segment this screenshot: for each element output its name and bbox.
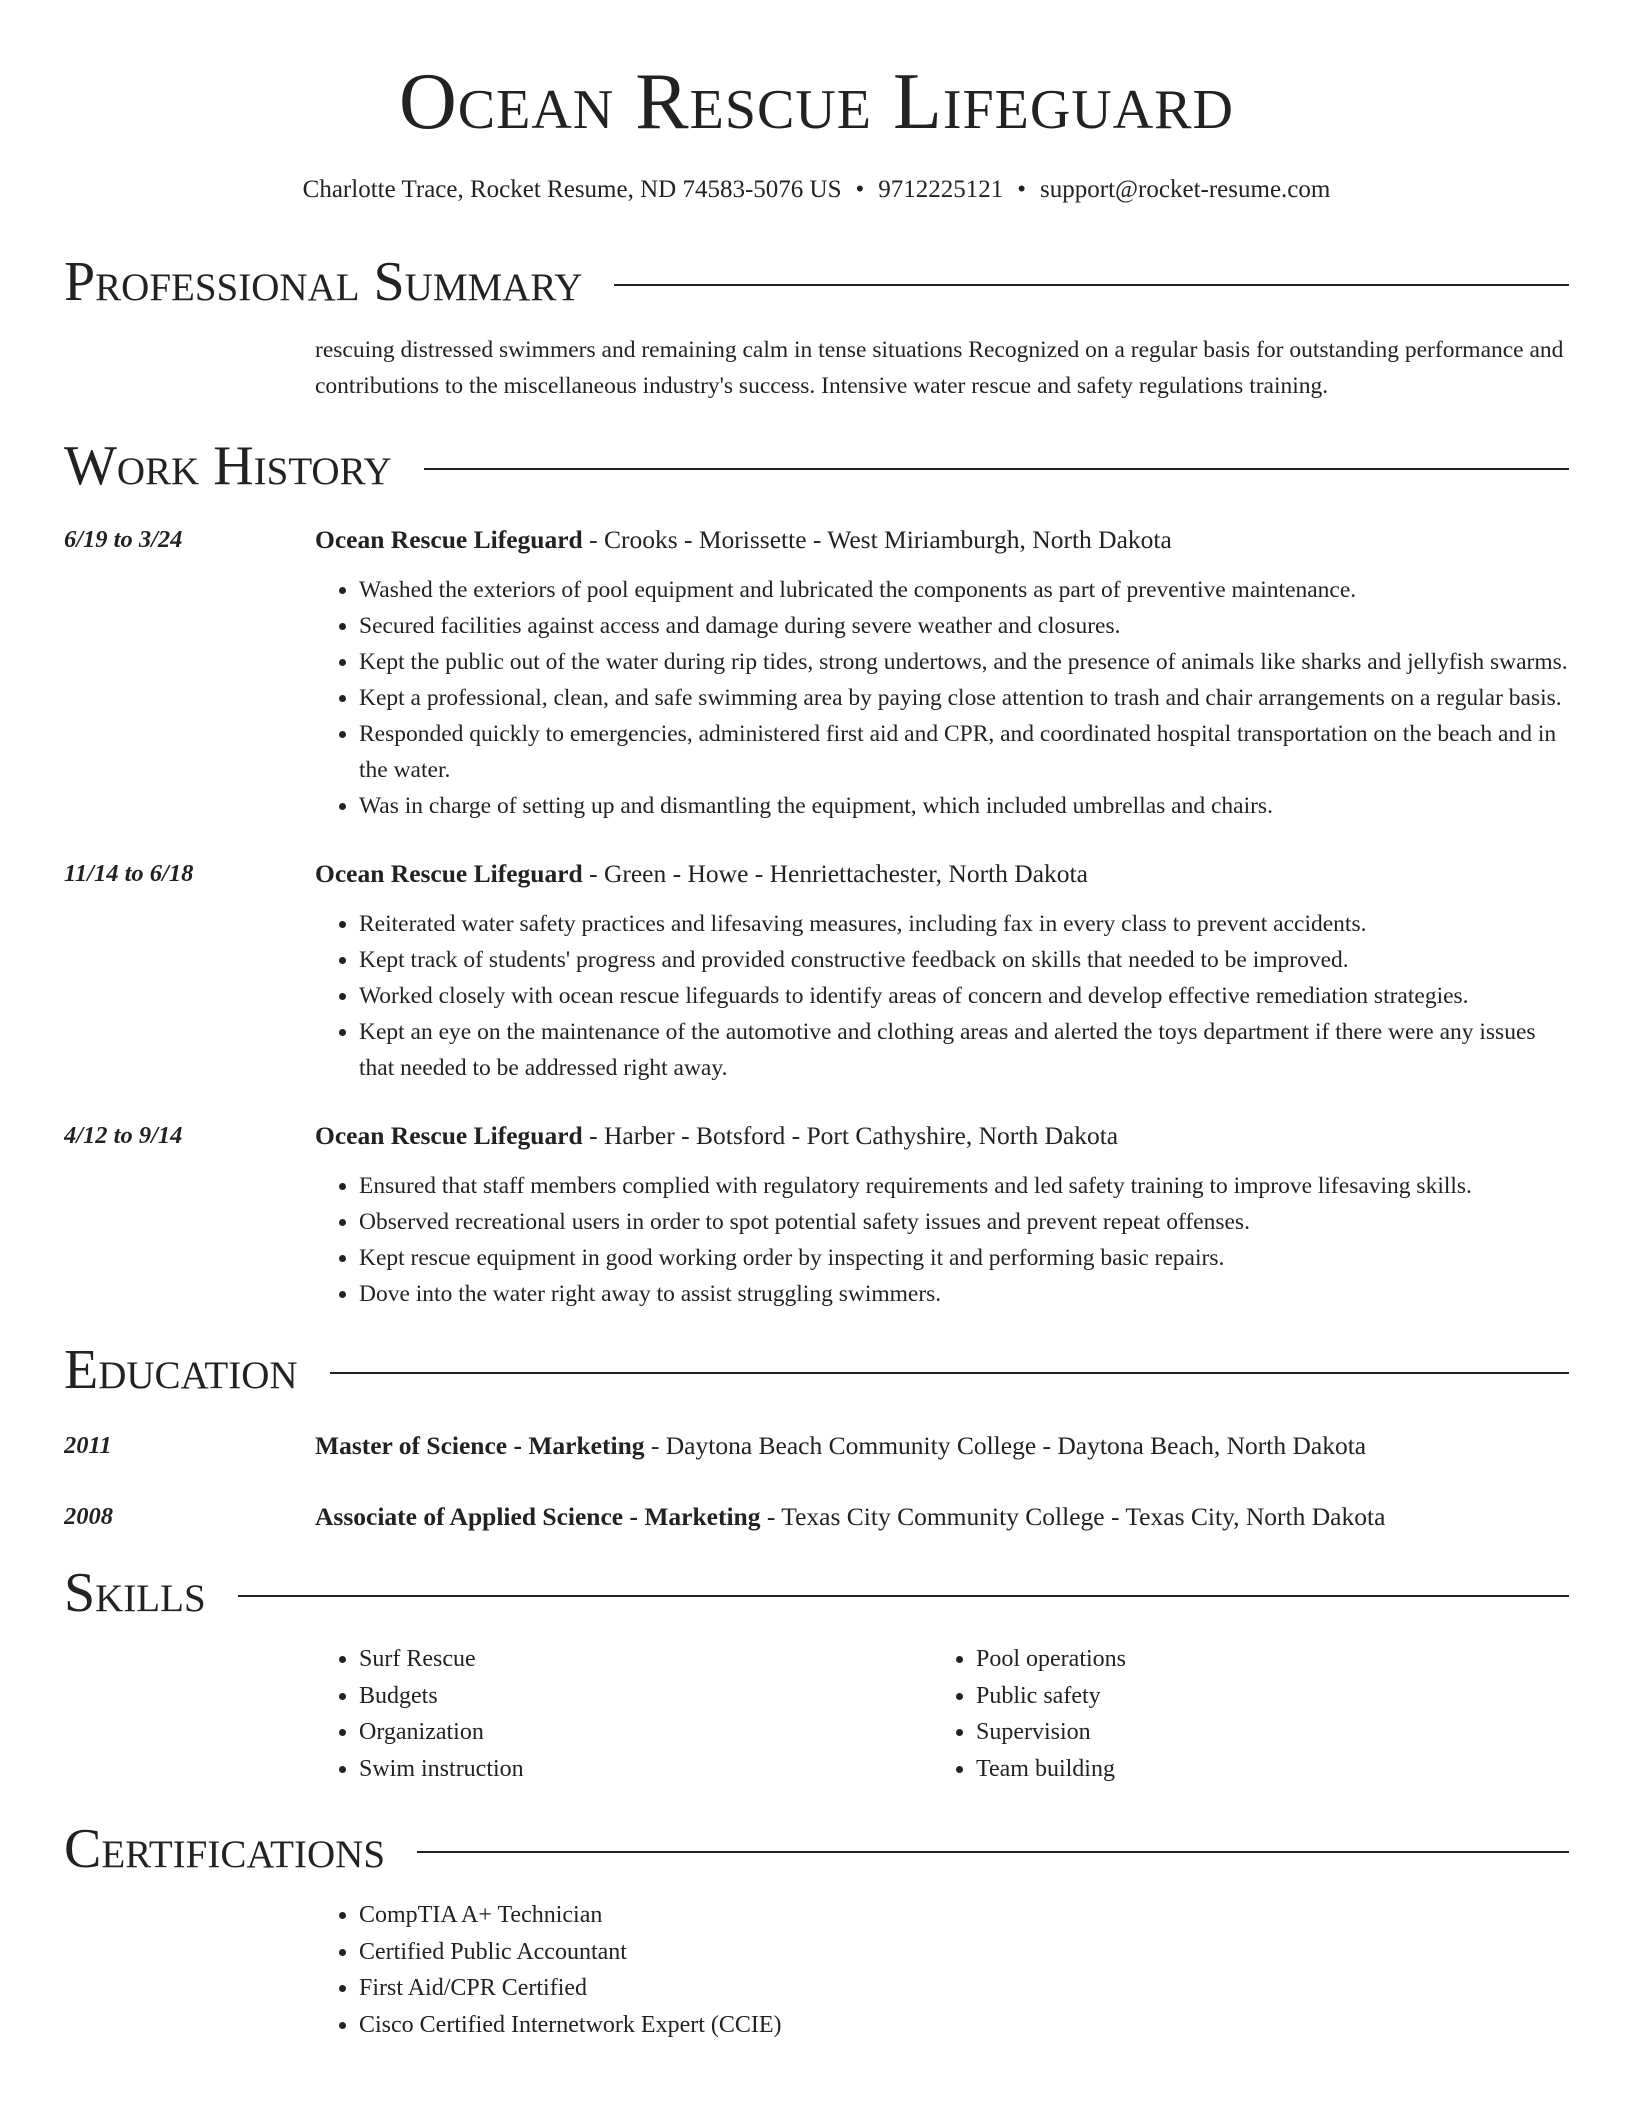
section-header-work xyxy=(64,435,1569,497)
education-degree: Associate of Applied Science - Marketing xyxy=(315,1502,761,1531)
skills-grid xyxy=(315,1641,1569,1787)
resume-page xyxy=(64,0,1569,2112)
section-header-certifications xyxy=(64,1818,1569,1880)
job-entry xyxy=(64,522,1569,824)
section-title-skills: Skills xyxy=(64,1562,206,1624)
certifications-list xyxy=(64,1897,1569,2043)
list-item: • Kept track of students' progress and provided constructive feedback on skills that needed to be improved. xyxy=(359,942,1569,978)
list-item: • Worked closely with ocean rescue lifeguards to identify areas of concern and develop effective remediation strategies. xyxy=(359,978,1569,1014)
job-title-line xyxy=(315,1118,1569,1154)
job-bullets xyxy=(315,906,1569,1086)
contact-phone: 9712225121 xyxy=(878,176,1004,203)
education-line xyxy=(315,1428,1569,1464)
job-bullets xyxy=(315,1168,1569,1312)
education-entry xyxy=(64,1499,1569,1535)
list-item: • Was in charge of setting up and dismantling the equipment, which included umbrellas and chairs. xyxy=(359,788,1569,824)
section-divider xyxy=(424,468,1569,470)
contact-address: Charlotte Trace, Rocket Resume, ND 74583-5076 US xyxy=(302,176,842,203)
education-year: 2008 xyxy=(64,1503,113,1530)
job-dates: 11/14 to 6/18 xyxy=(64,860,194,887)
list-item: • Kept a professional, clean, and safe swimming area by paying close attention to trash and chair arrangements on a regular basis. xyxy=(359,680,1569,716)
education-body xyxy=(315,1499,1569,1535)
list-item: • Certified Public Accountant xyxy=(359,1934,1569,1971)
job-entry xyxy=(64,1118,1569,1312)
list-item: • Observed recreational users in order to spot potential safety issues and prevent repeat offenses. xyxy=(359,1204,1569,1240)
job-title: Ocean Rescue Lifeguard xyxy=(315,525,583,554)
contact-email: support@rocket-resume.com xyxy=(1040,176,1331,203)
job-employer: - Green - Howe - Henriettachester, North Dakota xyxy=(582,859,1088,888)
list-item: • First Aid/CPR Certified xyxy=(359,1970,1569,2007)
job-dates: 4/12 to 9/14 xyxy=(64,1122,183,1149)
section-title-summary: Professional Summary xyxy=(64,251,583,313)
resume-name: Ocean Rescue Lifeguard xyxy=(399,58,1234,146)
list-item: • Responded quickly to emergencies, administered first aid and CPR, and coordinated hospital transportation on the beach and in the water. xyxy=(359,716,1569,788)
list-item: • Washed the exteriors of pool equipment and lubricated the components as part of preventive maintenance. xyxy=(359,572,1569,608)
job-body xyxy=(315,856,1569,1086)
job-title-line xyxy=(315,856,1569,892)
list-item: • Organization xyxy=(359,1714,932,1751)
education-body xyxy=(315,1428,1569,1464)
list-item: • Public safety xyxy=(976,1678,1549,1715)
list-item: • Swim instruction xyxy=(359,1751,932,1788)
section-title-education: Education xyxy=(64,1339,298,1401)
job-bullets xyxy=(315,572,1569,824)
job-body xyxy=(315,1118,1569,1312)
contact-line xyxy=(64,176,1569,204)
section-header-skills xyxy=(64,1562,1569,1624)
section-header-education xyxy=(64,1339,1569,1401)
list-item: • Kept the public out of the water during rip tides, strong undertows, and the presence of animals like sharks and jellyfish swarms. xyxy=(359,644,1569,680)
section-header-summary xyxy=(64,251,1569,313)
contact-separator: • xyxy=(1017,176,1027,203)
list-item: • Kept an eye on the maintenance of the automotive and clothing areas and alerted the toys department if there were any issues that needed to be addressed right away. xyxy=(359,1014,1569,1086)
list-item: • Pool operations xyxy=(976,1641,1549,1678)
education-school: - Texas City Community College - Texas City, North Dakota xyxy=(760,1502,1386,1531)
job-employer: - Crooks - Morissette - West Miriamburgh, North Dakota xyxy=(582,525,1172,554)
section-title-certifications: Certifications xyxy=(64,1818,386,1880)
job-entry xyxy=(64,856,1569,1086)
section-divider xyxy=(330,1372,1569,1374)
section-title-work: Work History xyxy=(64,435,392,497)
education-school: - Daytona Beach Community College - Daytona Beach, North Dakota xyxy=(644,1431,1367,1460)
job-employer: - Harber - Botsford - Port Cathyshire, North Dakota xyxy=(582,1121,1119,1150)
list-item: • Cisco Certified Internetwork Expert (CCIE) xyxy=(359,2007,1569,2044)
list-item: • Reiterated water safety practices and lifesaving measures, including fax in every class to prevent accidents. xyxy=(359,906,1569,942)
skills-column-left xyxy=(315,1641,932,1787)
job-title: Ocean Rescue Lifeguard xyxy=(315,859,583,888)
list-item: • Dove into the water right away to assist struggling swimmers. xyxy=(359,1276,1569,1312)
summary-text: rescuing distressed swimmers and remaining calm in tense situations Recognized on a regular basis for outstanding performance and contributions to the miscellaneous industry's success. Intensive water rescue and safety regulations training. xyxy=(315,337,1564,399)
list-item: • Supervision xyxy=(976,1714,1549,1751)
job-title: Ocean Rescue Lifeguard xyxy=(315,1121,583,1150)
education-degree: Master of Science - Marketing xyxy=(315,1431,645,1460)
education-line xyxy=(315,1499,1569,1535)
certifications-items xyxy=(315,1897,1569,2043)
section-divider xyxy=(417,1851,1569,1853)
list-item: • Team building xyxy=(976,1751,1549,1788)
list-item: • Ensured that staff members complied with regulatory requirements and led safety training to improve lifesaving skills. xyxy=(359,1168,1569,1204)
list-item: • CompTIA A+ Technician xyxy=(359,1897,1569,1934)
section-divider xyxy=(238,1595,1569,1597)
job-title-line xyxy=(315,522,1569,558)
list-item: • Secured facilities against access and damage during severe weather and closures. xyxy=(359,608,1569,644)
section-divider xyxy=(614,284,1569,286)
education-entry xyxy=(64,1428,1569,1464)
list-item: • Budgets xyxy=(359,1678,932,1715)
job-dates: 6/19 to 3/24 xyxy=(64,526,183,553)
job-body xyxy=(315,522,1569,824)
education-year: 2011 xyxy=(64,1432,112,1459)
list-item: • Kept rescue equipment in good working order by inspecting it and performing basic repairs. xyxy=(359,1240,1569,1276)
contact-separator: • xyxy=(855,176,865,203)
skills-column-right xyxy=(932,1641,1549,1787)
list-item: • Surf Rescue xyxy=(359,1641,932,1678)
